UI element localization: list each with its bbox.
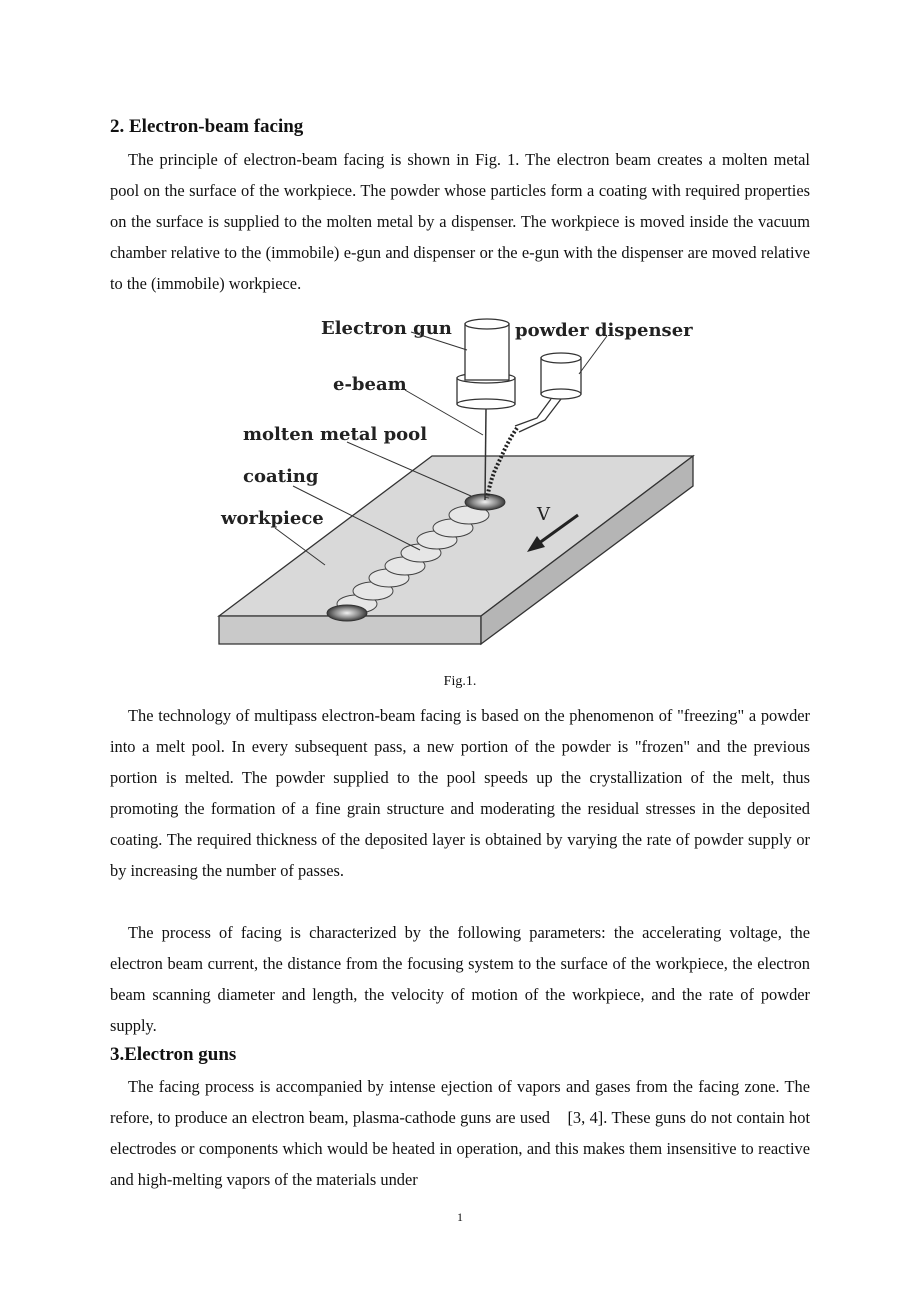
figure-caption: Fig.1. [443,674,477,689]
label-powder-dispenser: powder dispenser [515,320,693,341]
section-2-heading: 2. Electron-beam facing [110,116,304,137]
page-number: 1 [457,1210,463,1224]
label-coating: coating [243,466,319,487]
paragraph-parameters: The process of facing is characterized by the following parameters: the accelerating voltage, the electron beam current, the distance from the focusing system to the surface of the workpiece, the electron beam scanning diameter and length, the velocity of motion of the workpiece, and the rate of powder supply. [110,923,810,1035]
label-e-beam: e-beam [333,374,407,395]
label-velocity: V [537,504,550,525]
electron-gun [457,319,515,409]
label-workpiece: workpiece [221,508,324,529]
label-molten-metal-pool: molten metal pool [243,424,428,445]
molten-pool-end [327,605,367,621]
figure-1-diagram [215,310,705,650]
e-beam-line [485,409,486,500]
label-electron-gun: Electron gun [321,318,452,339]
section-3-heading: 3.Electron guns [110,1044,237,1065]
paragraph-multipass: The technology of multipass electron-beam facing is based on the phenomenon of "freezing" a powder into a melt pool. In every subsequent pass, a new portion of the powder is "frozen" and the previous portion is melted. The powder supplied to the pool speeds up the crystallization of the melt, thus promoting the formation of a fine grain structure and moderating the residual stresses in the deposited coating. The required thickness of the deposited layer is obtained by varying the rate of powder supply or by increasing the number of passes. [110,706,810,880]
section-3-paragraph: The facing process is accompanied by intense ejection of vapors and gases from the facing zone. The refore, to produce an electron beam, plasma-cathode guns are used [3, 4]. These guns do not contain hot electrodes or components which would be heated in operation, and this makes them insensitive to reactive and high-melting vapors of the materials under [110,1077,810,1189]
powder-dispenser [515,353,581,432]
section-2-paragraph: The principle of electron-beam facing is shown in Fig. 1. The electron beam creates a molten metal pool on the surface of the workpiece. The powder whose particles form a coating with required properties on the surface is supplied to the molten metal by a dispenser. The workpiece is moved inside the vacuum chamber relative to the (immobile) e-gun and dispenser or the e-gun with the dispenser are moved relative to the (immobile) workpiece. [110,150,810,293]
